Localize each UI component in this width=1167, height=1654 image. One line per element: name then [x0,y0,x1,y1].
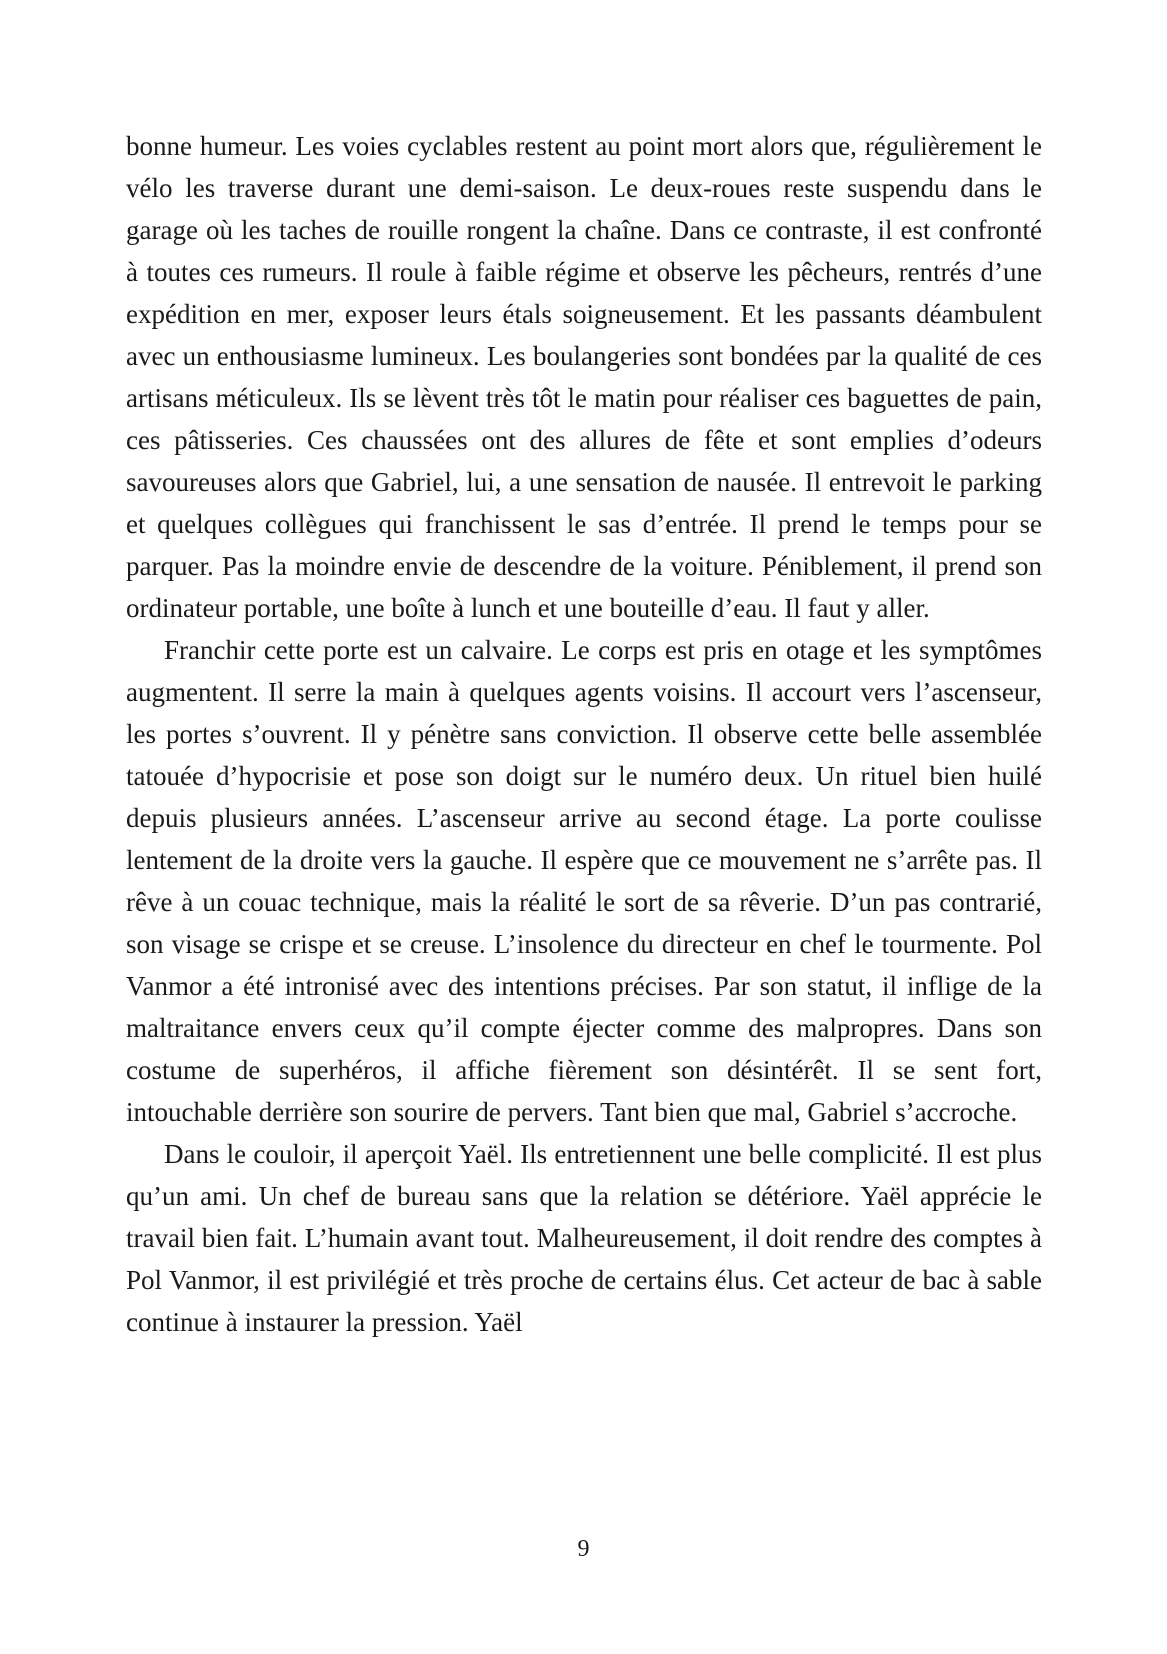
page-body [126,125,1042,1343]
page-number: 9 [577,1536,590,1562]
paragraph-2: Franchir cette porte est un calvaire. Le corps est pris en otage et les symptômes augmentent. Il serre la main à quelques agents voisins. Il accourt vers l’ascenseur, les portes s’ouvrent. Il y pénètre sans conviction. Il observe cette belle assemblée tatouée d’hypocrisie et pose son doigt sur le numéro deux. Un rituel bien huilé depuis plusieurs années. L’ascenseur arrive au second étage. La porte coulisse lentement de la droite vers la gauche. Il espère que ce mouvement ne s’arrête pas. Il rêve à un couac technique, mais la réalité le sort de sa rêverie. D’un pas contrarié, son visage se crispe et se creuse. L’insolence du directeur en chef le tourmente. Pol Vanmor a été intronisé avec des intentions précises. Par son statut, il inflige de la maltraitance envers ceux qu’il compte éjecter comme des malpropres. Dans son costume de superhéros, il affiche fièrement son désintérêt. Il se sent fort, intouchable derrière son sourire de pervers. Tant bien que mal, Gabriel s’accroche. [126,635,1042,1127]
paragraph-3: Dans le couloir, il aperçoit Yaël. Ils entretiennent une belle complicité. Il est plus qu’un ami. Un chef de bureau sans que la relation se détériore. Yaël apprécie le travail bien fait. L’humain avant tout. Malheureusement, il doit rendre des comptes à Pol Vanmor, il est privilégié et très proche de certains élus. Cet acteur de bac à sable continue à instaurer la pression. Yaël [126,1139,1042,1337]
paragraph-1: bonne humeur. Les voies cyclables restent au point mort alors que, régulièrement le vélo les traverse durant une demi-saison. Le deux-roues reste suspendu dans le garage où les taches de rouille rongent la chaîne. Dans ce contraste, il est confronté à toutes ces rumeurs. Il roule à faible régime et observe les pêcheurs, rentrés d’une expédition en mer, exposer leurs étals soigneusement. Et les passants déambulent avec un enthousiasme lumineux. Les boulangeries sont bondées par la qualité de ces artisans méticuleux. Ils se lèvent très tôt le matin pour réaliser ces baguettes de pain, ces pâtisseries. Ces chaussées ont des allures de fête et sont emplies d’odeurs savoureuses alors que Gabriel, lui, a une sensation de nausée. Il entrevoit le parking et quelques collègues qui franchissent le sas d’entrée. Il prend le temps pour se parquer. Pas la moindre envie de descendre de la voiture. Péniblement, il prend son ordinateur portable, une boîte à lunch et une bouteille d’eau. Il faut y aller. [126,131,1042,623]
